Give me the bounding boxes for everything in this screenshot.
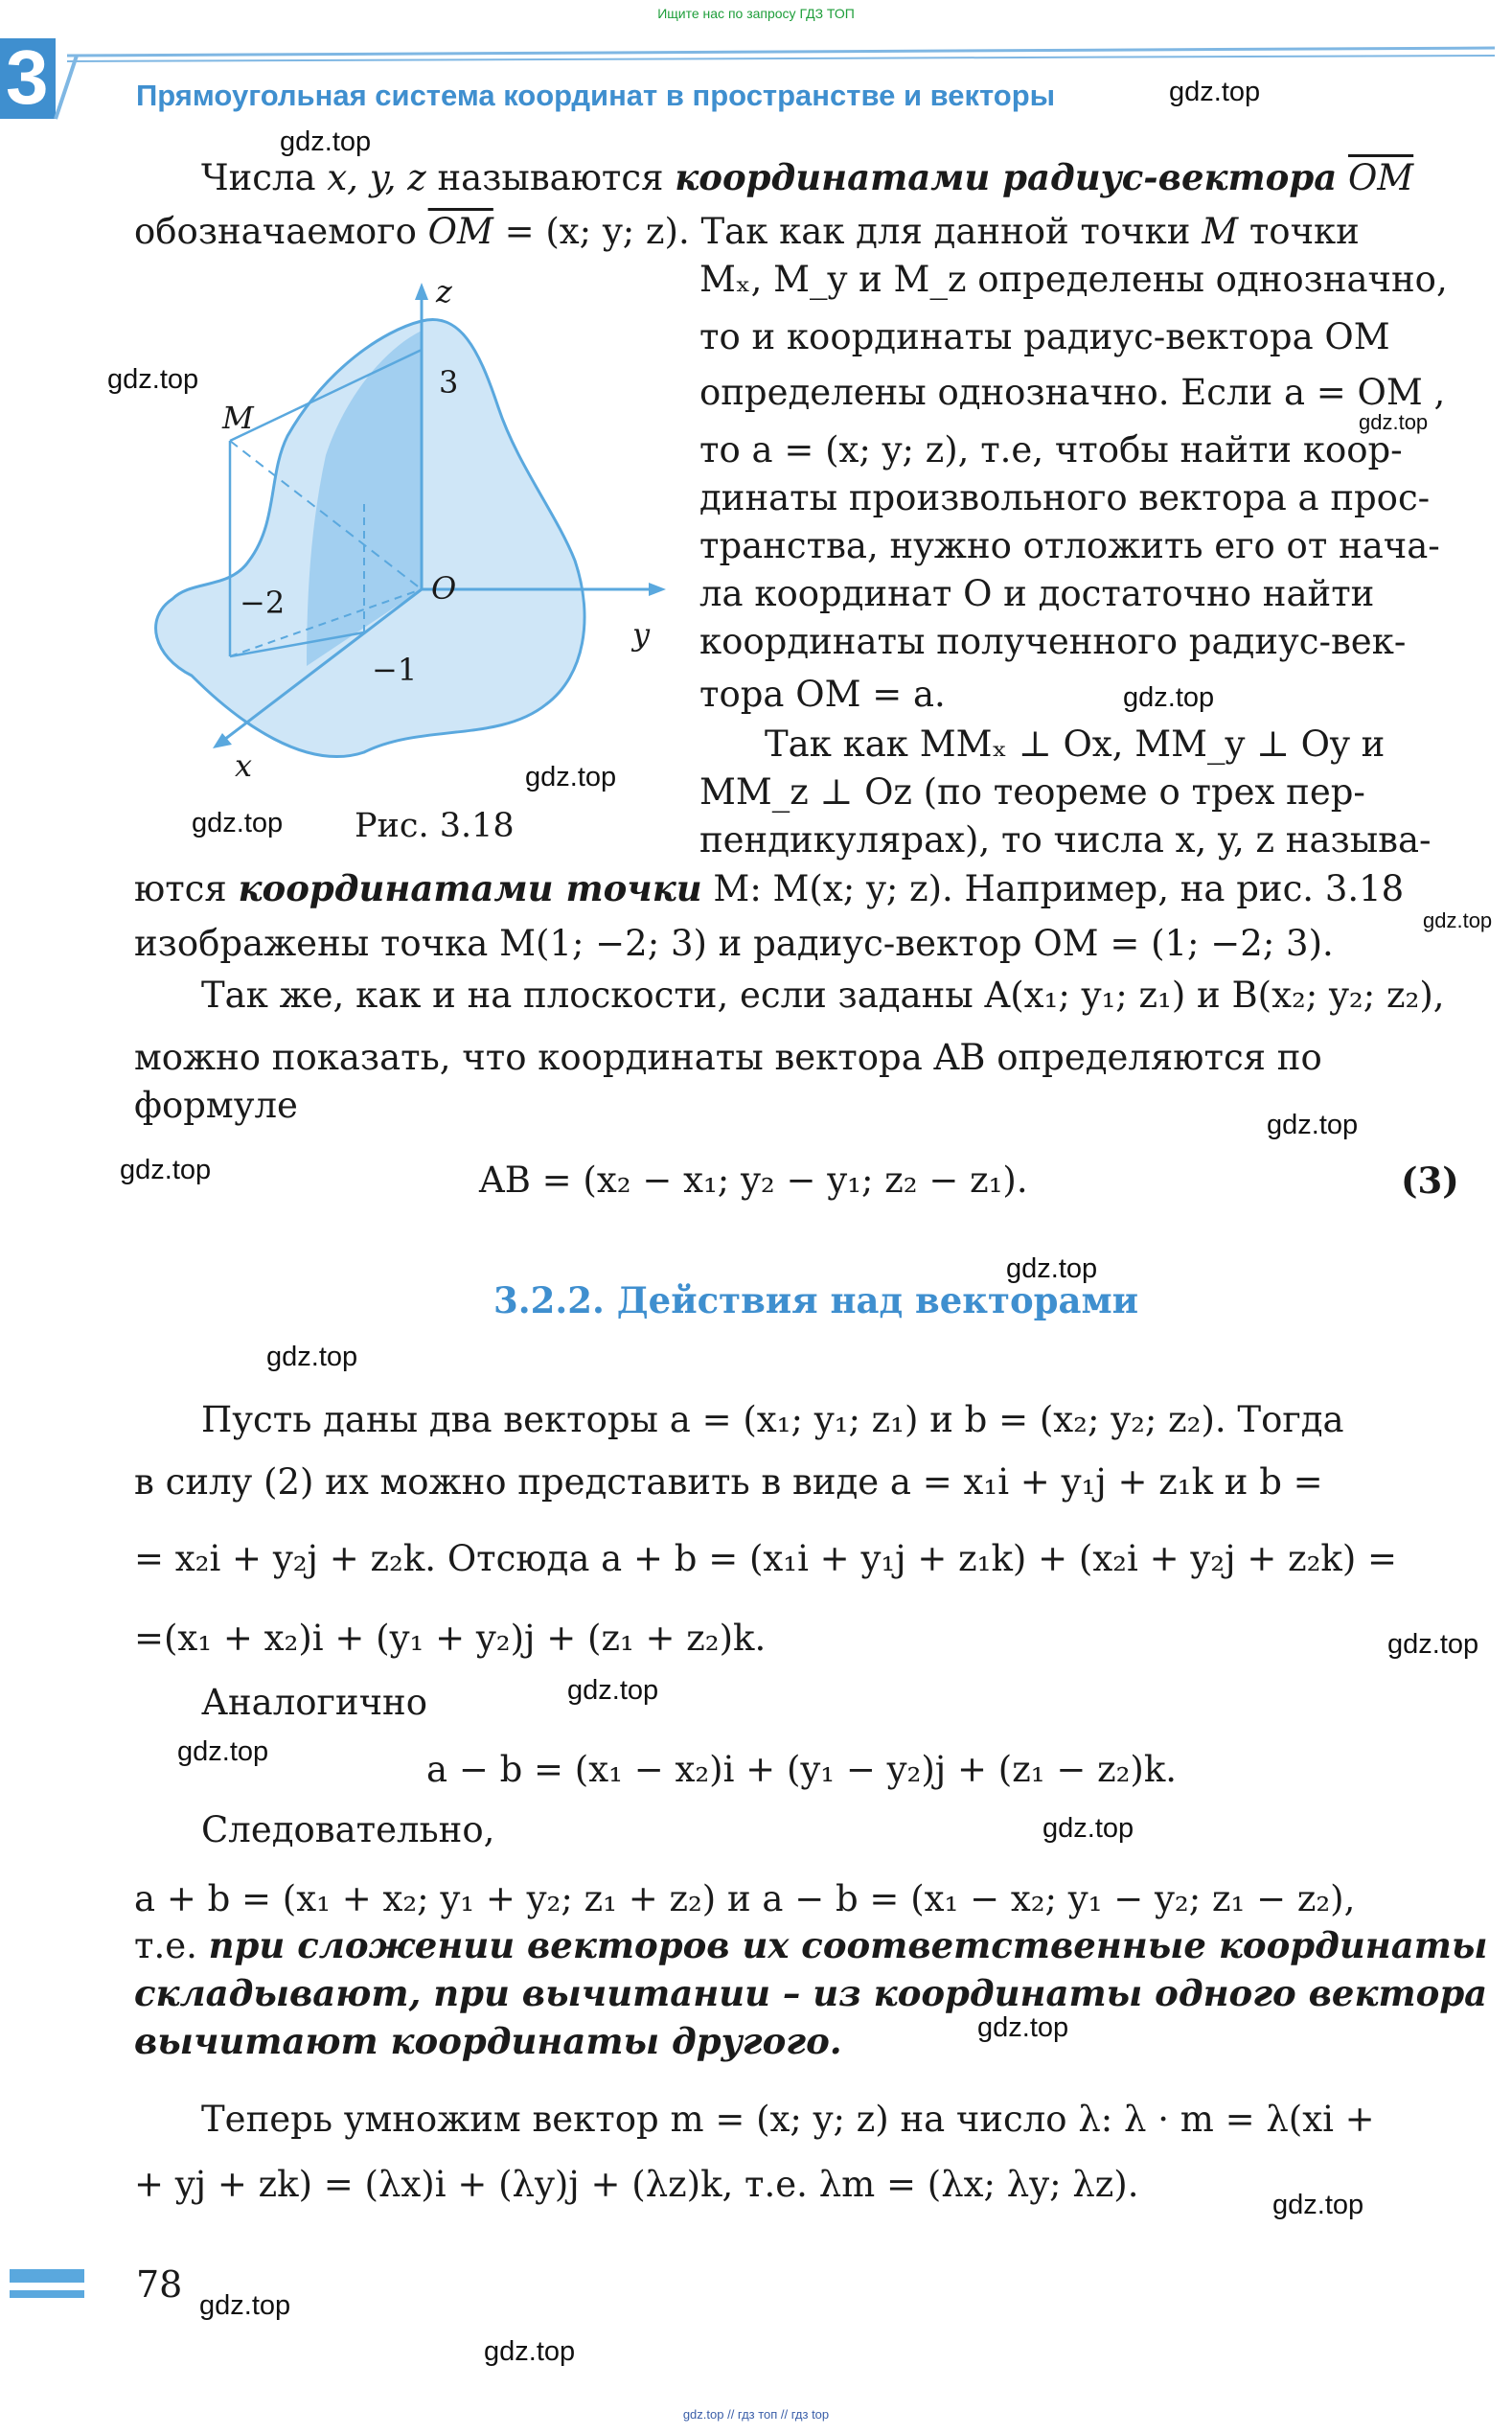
formula-AB: AB = (x₂ − x₁; y₂ − y₁; z₂ − z₁). [479, 1160, 1028, 1201]
ops-line-6: a − b = (x₁ − x₂)i + (y₁ − y₂)j + (z₁ − z₂)k. [426, 1749, 1178, 1790]
ops-line-5: Аналогично [201, 1682, 427, 1723]
narrow-line-12: пендикулярах), то числа x, y, z называ- [699, 819, 1432, 861]
figure-3-18 [134, 273, 671, 800]
origin-label-O: O [431, 570, 457, 607]
ops-line-13: + yj + zk) = (λx)i + (λy)j + (λz)k, т.е. λm = (λx; λy; λz). [134, 2164, 1139, 2205]
narrow-line-9: тора OM = a. [699, 674, 946, 715]
watermark: gdz.top [1123, 682, 1215, 713]
watermark: gdz.top [120, 1155, 212, 1185]
axis-label-y: y [632, 616, 651, 653]
intro-wide-line-4: можно показать, что координаты вектора AB определяются по [134, 1037, 1322, 1078]
intro-line-1: Числа x, y, z называются координатами радиус-вектора $\overline{OM}$ [201, 156, 1414, 198]
narrow-line-3: определены однозначно. Если a = OM , [699, 372, 1446, 413]
watermark: gdz.top [525, 762, 617, 792]
narrow-line-2: то и координаты радиус-вектора OM [699, 316, 1390, 357]
watermark: gdz.top [280, 126, 372, 157]
watermark: gdz.top [1423, 908, 1493, 932]
footer-note: gdz.top // гдз топ // гдз top [682, 2407, 830, 2422]
watermark: gdz.top [1169, 77, 1261, 107]
ops-line-7: Следовательно, [201, 1809, 495, 1850]
ops-line-4: =(x₁ + x₂)i + (y₁ + y₂)j + (z₁ + z₂)k. [134, 1618, 767, 1659]
watermark: gdz.top [1267, 1110, 1359, 1140]
axis-label-x: x [235, 747, 253, 784]
ops-line-9: т.е. при сложении векторов их соответственные координаты [134, 1924, 1488, 1966]
narrow-line-1: Mₓ, M_y и M_z определены однозначно, [699, 259, 1448, 300]
chapter-number: 3 [6, 34, 49, 120]
watermark: gdz.top [1387, 1629, 1479, 1660]
ops-line-1: Пусть даны два векторы a = (x₁; y₁; z₁) и b = (x₂; y₂; z₂). Тогда [201, 1399, 1344, 1440]
watermark: gdz.top [177, 1736, 269, 1767]
narrow-line-6: транства, нужно отложить его от нача- [699, 525, 1440, 566]
ops-line-8: a + b = (x₁ + x₂; y₁ + y₂; z₁ + z₂) и a − b = (x₁ − x₂; y₁ − y₂; z₁ − z₂), [134, 1878, 1356, 1919]
intro-wide-line-2: изображены точка M(1; −2; 3) и радиус-вектор OM = (1; −2; 3). [134, 923, 1334, 964]
page-accent-bar [10, 2269, 84, 2283]
ops-line-12: Теперь умножим вектор m = (x; y; z) на число λ: λ · m = λ(xi + [201, 2099, 1375, 2140]
narrow-line-4: то a = (x; y; z), т.е, чтобы найти коор- [699, 429, 1403, 471]
watermark: gdz.top [1042, 1813, 1134, 1844]
tick-label-minus-2: −2 [240, 585, 286, 621]
intro-wide-line-3: Так же, как и на плоскости, если заданы A(x₁; y₁; z₁) и B(x₂; y₂; z₂), [201, 975, 1445, 1016]
page-accent-bar-2 [10, 2290, 84, 2298]
narrow-line-8: координаты полученного радиус-век- [699, 621, 1407, 662]
intro-wide-line-5: формуле [134, 1085, 298, 1126]
section-title: 3.2.2. Действия над векторами [493, 1279, 1139, 1321]
narrow-line-7: ла координат O и достаточно найти [699, 573, 1375, 614]
figure-caption: Рис. 3.18 [355, 807, 515, 845]
intro-line-2: обозначаемого $\overline{OM} = (x$; y; z). Так как для данной точки M точки [134, 211, 1360, 252]
ops-line-2: в силу (2) их можно представить в виде a = x₁i + y₁j + z₁k и b = [134, 1461, 1323, 1503]
axis-label-z: z [436, 273, 452, 310]
header-title: Прямоугольная система координат в пространстве и векторы [136, 79, 1056, 112]
watermark: gdz.top [107, 364, 199, 395]
ops-line-3: = x₂i + y₂j + z₂k. Отсюда a + b = (x₁i + y₁j + z₁k) + (x₂i + y₂j + z₂k) = [134, 1538, 1398, 1579]
point-label-M: M [222, 400, 254, 436]
watermark: gdz.top [1006, 1253, 1098, 1284]
narrow-line-5: динаты произвольного вектора a прос- [699, 477, 1431, 518]
narrow-line-10: Так как MMₓ ⊥ Ox, MM_y ⊥ Oy и [765, 723, 1386, 765]
watermark: gdz.top [266, 1342, 358, 1372]
tick-label-minus-1: −1 [372, 652, 418, 688]
watermark: gdz.top [192, 808, 284, 838]
narrow-line-11: MM_z ⊥ Oz (по теореме о трех пер- [699, 771, 1365, 813]
formula-number: (3) [1401, 1160, 1459, 1202]
tick-label-3: 3 [439, 364, 459, 401]
ops-line-11: вычитают координаты другого. [134, 2020, 842, 2062]
top-note: Ищите нас по запросу ГДЗ ТОП [657, 6, 855, 21]
watermark: gdz.top [1359, 410, 1429, 434]
watermark: gdz.top [1272, 2190, 1364, 2220]
watermark: gdz.top [567, 1675, 659, 1706]
page-number: 78 [136, 2263, 183, 2306]
watermark: gdz.top [484, 2336, 576, 2367]
watermark: gdz.top [199, 2290, 291, 2321]
ops-line-10: складывают, при вычитании – из координаты одного вектора [134, 1972, 1488, 2014]
intro-wide-line-1: ются координатами точки M: M(x; y; z). Например, на рис. 3.18 [134, 867, 1405, 909]
watermark: gdz.top [977, 2012, 1069, 2043]
